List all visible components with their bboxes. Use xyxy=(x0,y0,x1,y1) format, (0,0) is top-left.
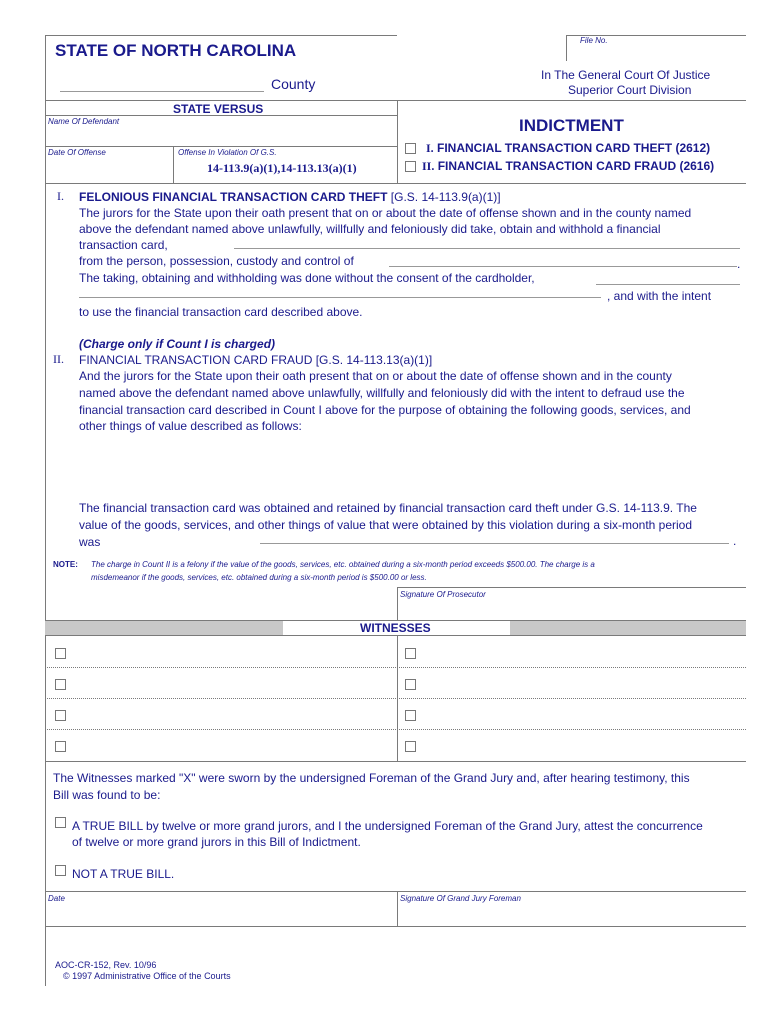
witness-2-checkbox[interactable] xyxy=(55,679,66,690)
foreman-intro-1: The Witnesses marked "X" were sworn by the undersigned Foreman of the Grand Jury and, after hearing testimony, this xyxy=(53,771,690,785)
witness-5-checkbox[interactable] xyxy=(405,648,416,659)
witness-3-checkbox[interactable] xyxy=(55,710,66,721)
state-versus: STATE VERSUS xyxy=(173,102,264,116)
defendant-label: Name Of Defendant xyxy=(48,117,120,126)
witness-6-checkbox[interactable] xyxy=(405,679,416,690)
count-1-line-5: The taking, obtaining and withholding was done without the consent of the cardholder, xyxy=(79,271,535,285)
form-number: AOC-CR-152, Rev. 10/96 xyxy=(55,960,157,970)
count-1-line-4-end: . xyxy=(737,257,741,271)
count-2-line-1: And the jurors for the State upon their oath present that on or about the date of offense shown and in the county xyxy=(79,369,672,383)
foreman-signature-label: Signature Of Grand Jury Foreman xyxy=(400,894,521,903)
witness-row-rule-3 xyxy=(45,729,746,730)
not-true-bill-checkbox[interactable] xyxy=(55,865,66,876)
true-bill-line-2: of twelve or more grand jurors in this Bill of Indictment. xyxy=(72,835,361,849)
count-2-number: II. xyxy=(53,352,64,366)
header-top-rule xyxy=(45,35,397,36)
copyright-text: 1997 Administrative Office of the Courts xyxy=(72,971,231,981)
foreman-divider xyxy=(397,891,398,926)
foreman-signature-input[interactable] xyxy=(400,905,740,921)
consent-input-2[interactable] xyxy=(79,287,601,298)
foreman-date-rule xyxy=(45,891,746,892)
copyright-symbol: © xyxy=(63,971,70,981)
copyright xyxy=(63,971,231,981)
charge-2-number: II. xyxy=(422,159,435,173)
count-1-line-2: above the defendant named above unlawfully, willfully and feloniously did take, obtain and withhold a financial xyxy=(79,222,661,236)
consent-input-1[interactable] xyxy=(596,272,740,285)
count-1-heading xyxy=(79,189,501,205)
witness-7-checkbox[interactable] xyxy=(405,710,416,721)
witness-1-checkbox[interactable] xyxy=(55,648,66,659)
charge-1-code: 2612 xyxy=(679,141,707,155)
witnesses-title: WITNESSES xyxy=(360,621,431,635)
charge-1-line xyxy=(426,141,710,156)
note-label: NOTE: xyxy=(53,560,78,569)
indictment-title: INDICTMENT xyxy=(519,116,624,135)
not-true-bill-label: NOT A TRUE BILL. xyxy=(72,867,175,881)
count-2-line-4: other things of value described as follows: xyxy=(79,419,302,433)
offense-gs-value: 14-113.9(a)(1),14-113.13(a)(1) xyxy=(207,161,357,175)
charge-2-code: 2616 xyxy=(683,159,711,173)
date-label: Date xyxy=(48,894,65,903)
prosecutor-sig-left xyxy=(397,587,398,620)
charge-2-checkbox[interactable] xyxy=(405,161,416,172)
count-2-line-2: named above the defendant named above unlawfully, willfully and feloniously did with the intent to defraud use the xyxy=(79,386,685,400)
card-description-input[interactable] xyxy=(234,236,740,249)
value-input[interactable] xyxy=(260,531,729,544)
count-1-line-3: transaction card, xyxy=(79,238,168,252)
file-box-divider xyxy=(566,35,567,61)
charge-1-checkbox[interactable] xyxy=(405,143,416,154)
foreman-intro-2: Bill was found to be: xyxy=(53,788,161,802)
charge-1-text: FINANCIAL TRANSACTION CARD THEFT ( xyxy=(437,141,680,155)
county-label: County xyxy=(271,76,316,92)
charge-2-close: ) xyxy=(710,159,715,173)
court-line-2: Superior Court Division xyxy=(568,83,692,97)
true-bill-line-1: A TRUE BILL by twelve or more grand jurors, and I the undersigned Foreman of the Grand Jury, attest the concurrence xyxy=(72,819,703,833)
date-input[interactable] xyxy=(48,905,388,921)
count-1-title: FELONIOUS FINANCIAL TRANSACTION CARD THEFT xyxy=(79,190,388,204)
witness-8-checkbox[interactable] xyxy=(405,741,416,752)
offense-divider xyxy=(173,146,174,183)
witness-7-input[interactable] xyxy=(422,705,738,725)
defendant-rule xyxy=(45,146,397,147)
count-2-line-6: value of the goods, services, and other things of value that were obtained by this violation during a six-month period xyxy=(79,518,693,532)
witness-1-input[interactable] xyxy=(72,643,388,663)
court-line-1: In The General Court Of Justice xyxy=(541,68,711,82)
file-no-label: File No. xyxy=(580,36,608,45)
prosecutor-sig-label: Signature Of Prosecutor xyxy=(400,590,486,599)
cardholder-input[interactable] xyxy=(389,254,737,267)
left-border xyxy=(45,35,46,986)
witnesses-end-rule xyxy=(45,761,746,762)
charge-1-number: I. xyxy=(426,141,434,155)
count-2-line-7: was xyxy=(79,535,101,549)
state-versus-rule xyxy=(45,115,397,116)
charge-2-line xyxy=(422,159,714,174)
header-vertical xyxy=(397,100,398,183)
count-1-number: I. xyxy=(57,189,64,203)
witness-row-rule-2 xyxy=(45,698,746,699)
date-offense-input[interactable] xyxy=(48,160,168,176)
note-line-2: misdemeanor if the goods, services, etc. obtained during a six-month period is $500.00 or less. xyxy=(91,573,427,582)
count-1-line-1: The jurors for the State upon their oath present that on or about the date of offense shown and in the county named xyxy=(79,206,692,220)
state-title: STATE OF NORTH CAROLINA xyxy=(55,41,297,60)
witnesses-bar-left xyxy=(45,620,283,635)
witness-2-input[interactable] xyxy=(72,674,388,694)
witness-5-input[interactable] xyxy=(422,643,738,663)
count-2-line-3: financial transaction card described in Count I above for the purpose of obtaining the following goods, services, and xyxy=(79,403,691,417)
witness-4-input[interactable] xyxy=(72,736,388,756)
date-offense-label: Date Of Offense xyxy=(48,148,106,157)
note-line-1: The charge in Count II is a felony if the value of the goods, services, etc. obtained during a six-month period exceeds $500.00. The charge is a xyxy=(91,560,595,569)
true-bill-checkbox[interactable] xyxy=(55,817,66,828)
count-1-line-4: from the person, possession, custody and control of xyxy=(79,254,354,268)
foreman-bottom-rule xyxy=(45,926,746,927)
witness-row-rule-1 xyxy=(45,667,746,668)
header-mid-rule xyxy=(45,100,746,101)
county-input[interactable] xyxy=(60,78,264,92)
count-1-line-6-end: , and with the intent xyxy=(607,289,712,303)
header-bottom-rule xyxy=(45,183,746,184)
prosecutor-sig-top xyxy=(397,587,746,588)
count-2-charge-only: (Charge only if Count I is charged) xyxy=(79,337,276,351)
witness-8-input[interactable] xyxy=(422,736,738,756)
goods-description-area[interactable] xyxy=(79,438,739,496)
count-2-line-7-end: . xyxy=(733,534,737,548)
prosecutor-signature-input[interactable] xyxy=(400,601,740,617)
count-2-title: FINANCIAL TRANSACTION CARD FRAUD [G.S. 14-113.13(a)(1)] xyxy=(79,353,433,367)
witness-4-checkbox[interactable] xyxy=(55,741,66,752)
offense-gs-label: Offense In Violation Of G.S. xyxy=(178,148,277,157)
defendant-input[interactable] xyxy=(48,128,388,144)
witnesses-bottom-rule xyxy=(45,635,746,636)
count-1-gs: [G.S. 14-113.9(a)(1)] xyxy=(390,190,501,204)
witness-3-input[interactable] xyxy=(72,705,388,725)
charge-1-close: ) xyxy=(706,141,711,155)
count-1-line-7: to use the financial transaction card described above. xyxy=(79,305,363,319)
witnesses-bar-right xyxy=(510,620,746,635)
witness-6-input[interactable] xyxy=(422,674,738,694)
count-2-line-5: The financial transaction card was obtained and retained by financial transaction card theft under G.S. 14-113.9. The xyxy=(79,501,697,515)
charge-2-text: FINANCIAL TRANSACTION CARD FRAUD ( xyxy=(437,159,684,173)
